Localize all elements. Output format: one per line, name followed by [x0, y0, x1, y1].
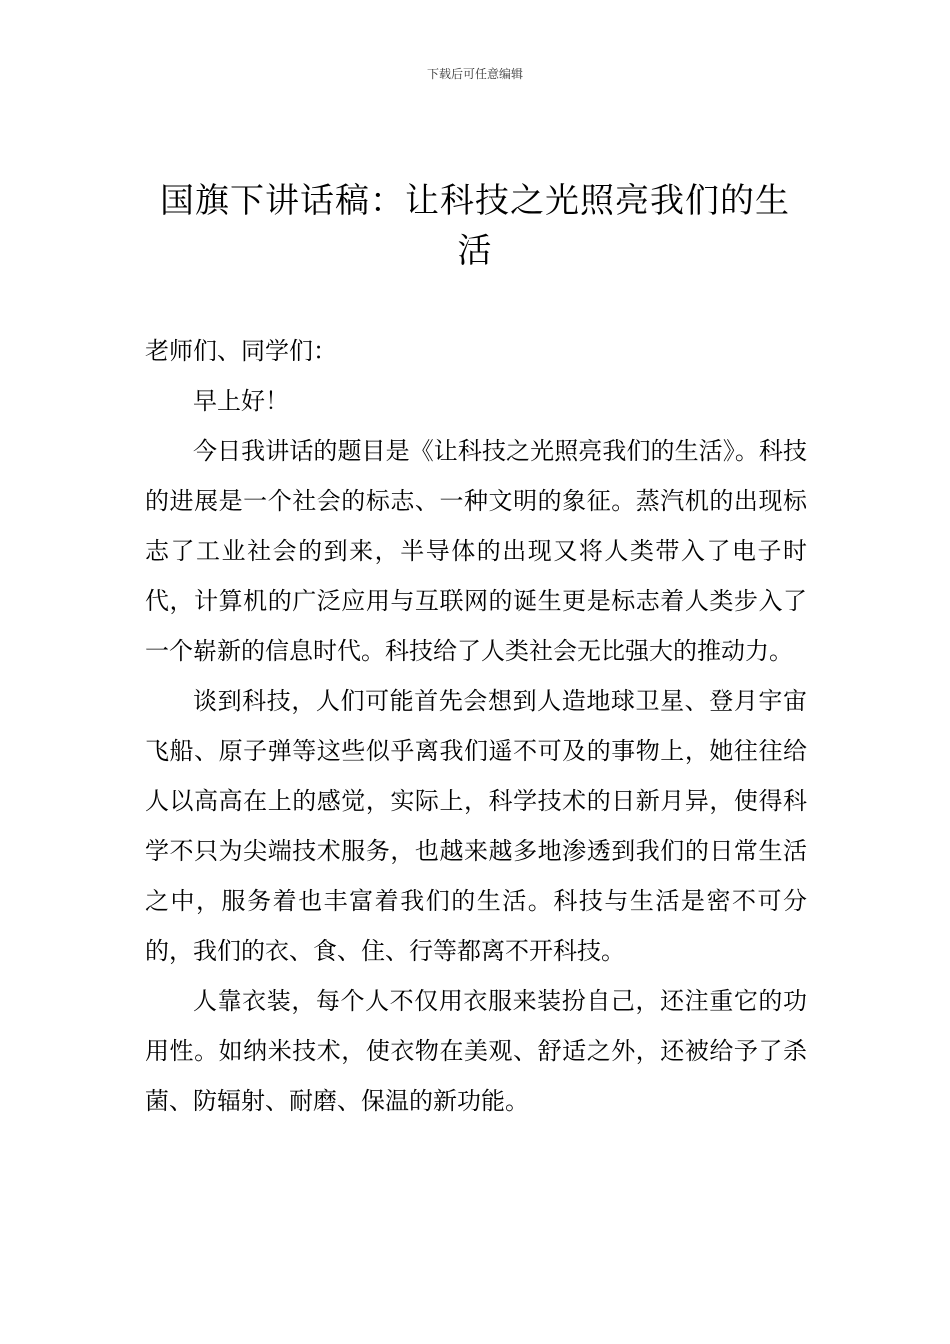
header-note: 下载后可任意编辑	[426, 67, 523, 81]
paragraph-technology-life: 谈到科技，人们可能首先会想到人造地球卫星、登月宇宙飞船、原子弹等这些似乎离我们遥不可及的事物上，她往往给人以高高在上的感觉，实际上，科学技术的日新月异，使得科学不只为尖端技术服务，也越来越多地渗透到我们的日常生活之中，服务着也丰富着我们的生活。科技与生活是密不可分的，我们的衣、食、住、行等都离不开科技。	[145, 687, 807, 965]
salutation: 老师们、同学们：	[145, 337, 337, 365]
paragraph-clothing: 人靠衣装，每个人不仅用衣服来装扮自己，还注重它的功用性。如纳米技术，使衣物在美观、舒适之外，还被给予了杀菌、防辐射、耐磨、保温的新功能。	[145, 987, 807, 1115]
document-title: 国旗下讲话稿：让科技之光照亮我们的生活	[160, 181, 790, 271]
paragraph-greeting: 早上好！	[193, 387, 289, 415]
paragraph-topic: 今日我讲话的题目是《让科技之光照亮我们的生活》。科技的进展是一个社会的标志、一种文明的象征。蒸汽机的出现标志了工业社会的到来，半导体的出现又将人类带入了电子时代，计算机的广泛应用与互联网的诞生更是标志着人类步入了一个崭新的信息时代。科技给了人类社会无比强大的推动力。	[145, 437, 807, 665]
document-body	[145, 326, 807, 1126]
